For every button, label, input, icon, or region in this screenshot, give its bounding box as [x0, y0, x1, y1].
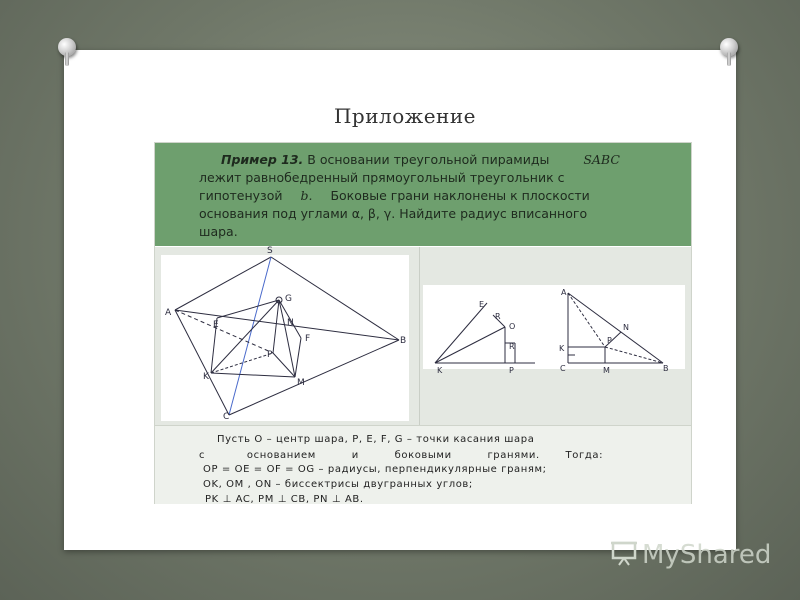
figures-row — [155, 247, 691, 425]
d2-label-r1: R — [495, 312, 501, 321]
d3-label-a: A — [561, 288, 567, 297]
line-gn — [279, 300, 285, 327]
problem-line-1 — [199, 151, 647, 169]
d3-ab — [568, 293, 663, 363]
label-g: G — [285, 294, 292, 304]
watermark-text: MyShared — [642, 540, 772, 570]
solution-line-2 — [199, 450, 619, 461]
line-sa — [175, 257, 271, 310]
solution-line-5: PK ⊥ AC, PM ⊥ CB, PN ⊥ AB. — [205, 494, 364, 505]
d3-label-p: P — [607, 336, 612, 345]
problem-text-3b: Боковые грани наклонены к плоскости — [330, 188, 590, 203]
line-eg — [217, 300, 279, 318]
line-km — [211, 373, 295, 377]
hypotenuse-symbol: b. — [300, 188, 313, 203]
d2-bisector — [435, 327, 505, 363]
example-label: Пример 13. — [221, 152, 304, 167]
d3-label-c: C — [560, 364, 566, 373]
presentation-screen-icon — [610, 540, 638, 566]
pin-top-left-icon — [58, 38, 76, 56]
line-gp — [273, 300, 279, 353]
solution-text — [155, 425, 691, 504]
d3-label-k: K — [559, 344, 565, 353]
pin-top-right-icon — [720, 38, 738, 56]
slide-title: Приложение — [333, 104, 477, 128]
solution-line-4: OK, OM , ON – биссектрисы двугранных углов; — [203, 479, 473, 490]
line-nm — [285, 327, 295, 377]
d3-label-n: N — [623, 323, 629, 332]
problem-line-2: лежит равнобедренный прямоугольный треугольник с — [199, 170, 565, 185]
label-s: S — [267, 246, 273, 256]
line-fm — [295, 338, 301, 377]
problem-line-4: основания под углами α, β, γ. Найдите радиус вписанного — [199, 206, 588, 221]
angle-diagrams — [423, 285, 685, 375]
label-e: E — [213, 320, 219, 330]
problem-statement — [155, 143, 691, 246]
pyramid-name: SABC — [583, 152, 620, 167]
solution-line-3: OP = OE = OF = OG – радиусы, перпендикулярные граням; — [203, 464, 547, 475]
d2-label-p: P — [509, 366, 514, 375]
d3-label-m: M — [603, 366, 610, 375]
problem-text-3a: гипотенузой — [199, 188, 283, 203]
sol2-word-1: с — [199, 450, 206, 461]
d3-pb — [605, 347, 663, 363]
d2-label-o: O — [509, 322, 516, 331]
label-m: M — [297, 378, 305, 388]
figures-divider — [419, 247, 420, 425]
label-c: C — [223, 412, 230, 422]
label-f: F — [305, 334, 311, 344]
d2-label-r2: R — [509, 342, 515, 351]
sol2-word-2: основанием — [246, 450, 316, 461]
line-pm — [273, 353, 295, 377]
sol2-word-5: гранями. — [487, 450, 540, 461]
d3-ap — [568, 293, 605, 347]
problem-text-1: В основании треугольной пирамиды — [307, 152, 550, 167]
sol2-word-4: боковыми — [394, 450, 452, 461]
problem-line-3 — [199, 187, 647, 205]
label-k: K — [203, 372, 209, 382]
sol2-word-6: Тогда: — [565, 450, 604, 461]
label-p: P — [267, 350, 273, 360]
solution-line-1: Пусть O – центр шара, P, E, F, G – точки касания шара — [217, 434, 535, 445]
label-a: A — [165, 308, 172, 318]
problem-line-5: шара. — [199, 224, 238, 239]
d3-label-b: B — [663, 364, 669, 373]
label-b: B — [400, 336, 407, 346]
line-bc — [229, 340, 399, 415]
d2-label-e: E — [479, 300, 485, 309]
pyramid-figure — [161, 246, 409, 422]
label-n: N — [287, 318, 294, 328]
d2-label-k: K — [437, 366, 443, 375]
d2-slant — [435, 303, 487, 363]
sol2-word-3: и — [351, 450, 359, 461]
example-card — [154, 142, 692, 504]
